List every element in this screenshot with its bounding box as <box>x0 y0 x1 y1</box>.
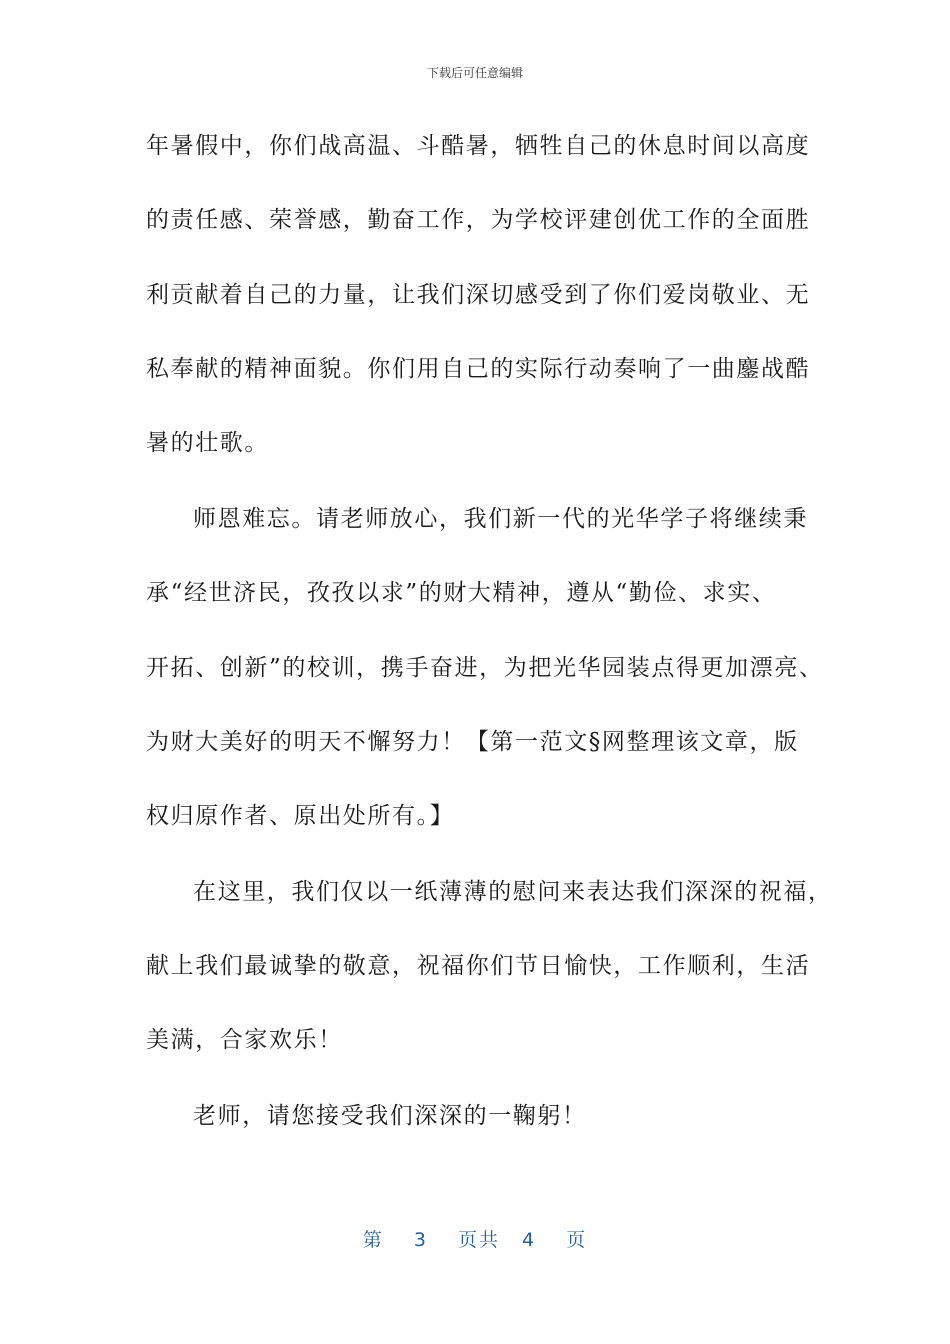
paragraph-start-line: 师恩难忘。请老师放心，我们新一代的光华学子将继续秉 <box>193 506 808 532</box>
text-line: 美满，合家欢乐！ <box>146 1027 343 1053</box>
total-pages: 4 <box>522 1229 537 1251</box>
paragraph-start-line: 老师，请您接受我们深深的一鞠躬！ <box>193 1103 587 1129</box>
text-line: 私奉献的精神面貌。你们用自己的实际行动奏响了一曲鏖战酷 <box>146 356 811 382</box>
text-line: 的责任感、荣誉感，勤奋工作，为学校评建创优工作的全面胜 <box>146 207 811 233</box>
text-line: 为财大美好的明天不懈努力！【第一范文§网整理该文章，版 <box>146 729 799 755</box>
text-line: 开拓、创新”的校训，携手奋进，为把光华园装点得更加漂亮、 <box>146 655 824 681</box>
page-suffix: 页 <box>566 1229 588 1251</box>
page-header-note: 下载后可任意编辑 <box>426 66 523 80</box>
text-line: 暑的壮歌。 <box>146 430 269 456</box>
text-line: 献上我们最诚挚的敬意，祝福你们节日愉快，工作顺利，生活 <box>146 953 811 979</box>
total-label: 页共 <box>457 1229 500 1251</box>
text-line: 权归原作者、原出处所有。】 <box>146 803 455 829</box>
text-line: 年暑假中，你们战高温、斗酷暑，牺牲自己的休息时间以高度 <box>146 133 811 159</box>
page-label: 第 <box>362 1229 384 1251</box>
text-line: 利贡献着自己的力量，让我们深切感受到了你们爱岗敬业、无 <box>146 282 811 308</box>
page-footer <box>0 1225 950 1252</box>
page-number: 3 <box>413 1229 428 1251</box>
text-line: 承“经世济民，孜孜以求”的财大精神，遵从“勤俭、求实、 <box>146 580 777 606</box>
paragraph-start-line: 在这里，我们仅以一纸薄薄的慰问来表达我们深深的祝福， <box>193 879 833 905</box>
